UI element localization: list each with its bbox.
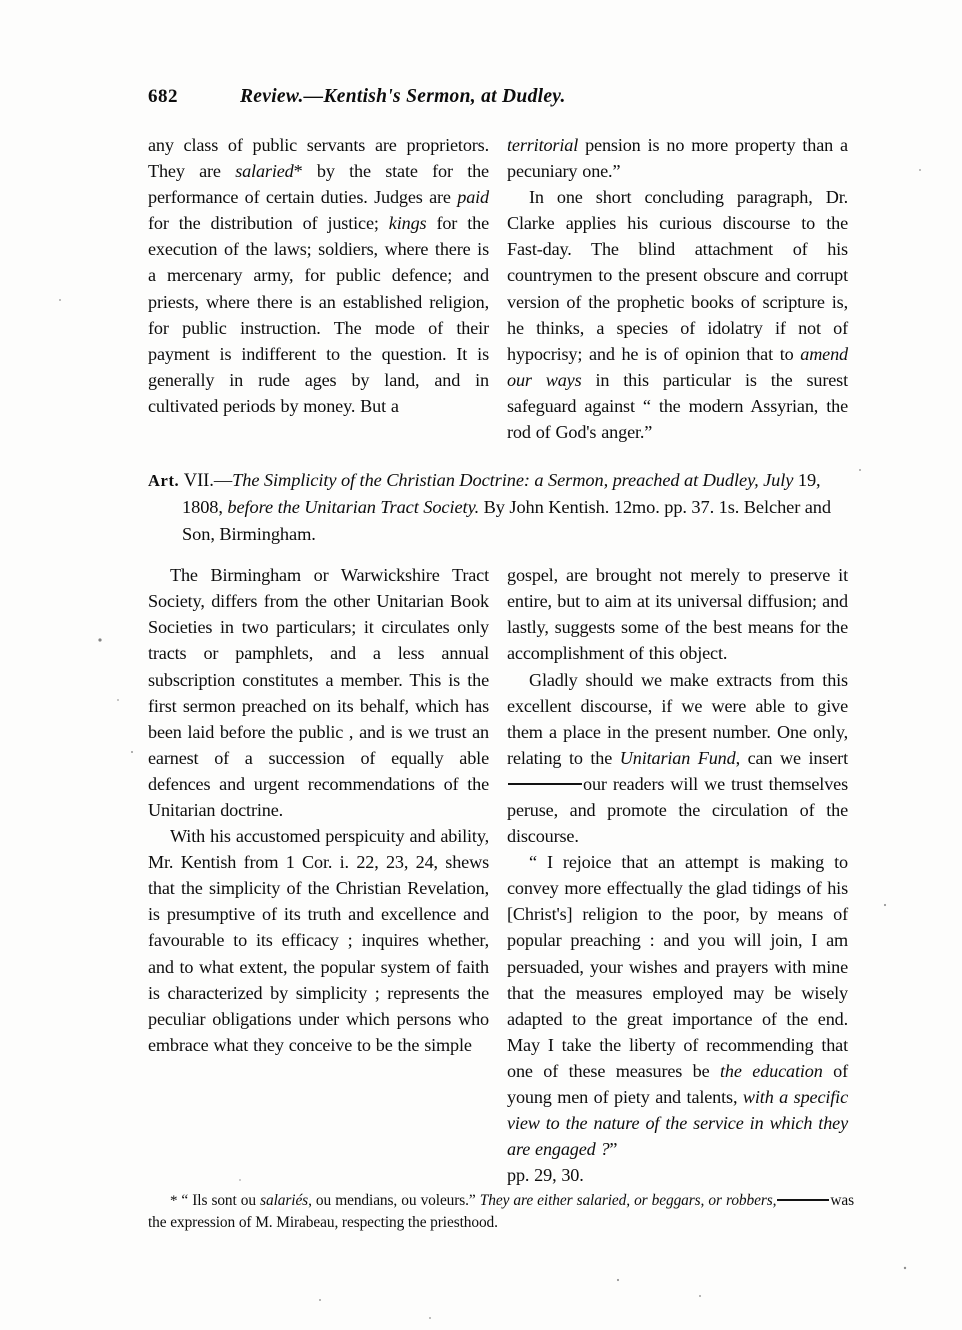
paragraph-perspicuity: With his accustomed perspicuity and ability, Mr. Kentish from 1 Cor. i. 22, 23, 24, shews that the simplicity of the Christian Revelation, is presumptive of its truth and excellence and favourable to its efficacy ; inquires whether, and to what extent, the popular system of faith is characterized by simplicity ; represents the peculiar obligations under which persons who embrace what they conceive to be the simple — [148, 826, 489, 1055]
article-price: 1s. — [718, 497, 740, 518]
footnote-text-french: “ Ils sont ou salariés, ou mendians, ou voleurs.” — [181, 1192, 476, 1209]
column-right-top — [507, 132, 848, 445]
continued-article-columns — [148, 132, 848, 445]
footnote-marker: * — [170, 1193, 178, 1209]
article-author: By John Kentish. — [483, 497, 610, 518]
page-content — [148, 86, 848, 1188]
article-dash: — — [213, 470, 233, 491]
article-date-day: 19, — [797, 470, 821, 491]
paragraph-tract-society: The Birmingham or Warwickshire Tract Society, differs from the other Unitarian Book Societies in two particulars; it circulates only tracts or pamphlets, and a less annual subscription constitutes a member. This is the first sermon preached on its behalf, which has been laid before the public , and is we trust an earnest of a succession of equally able defences and urgent recommendations of the Unitarian doctrine. — [148, 565, 489, 820]
article-title: The Simplicity of the Christian Doctrine: a Sermon, preached at Dudley, July — [232, 470, 794, 491]
article-number: VII. — [183, 470, 214, 492]
page-folio: 682 — [148, 86, 178, 107]
column-left-review — [148, 562, 489, 1188]
article-publisher: Belcher and Son, Birmingham. — [182, 497, 832, 545]
article-format: 12mo. — [613, 497, 660, 518]
paragraph-extracts — [507, 667, 848, 850]
footnote-text-translation: They are either salaried, or beggars, or robbers, — [479, 1192, 777, 1209]
extract-page-reference: pp. 29, 30. — [507, 1165, 584, 1186]
paragraph-territorial-pension: territorial pension is no more property than a pecuniary one.” — [507, 135, 848, 182]
review-columns — [148, 562, 848, 1188]
paragraph-continued-left: any class of public servants are proprietors. They are salaried* by the state for the performance of certain duties. Judges are paid for the distribution of justice; kings for the execution of the laws; soldiers, where there is a mercenary army, for public defence; and priests, where there is an established religion, for public instruction. The mode of their payment is indifferent to the question. It is generally in rude ages by land, and in cultivated periods by money. But a — [148, 135, 489, 416]
long-dash-rule — [508, 783, 582, 785]
article-title-cont: before the Unitarian Tract Society. — [227, 497, 480, 518]
column-left-top — [148, 132, 489, 445]
quoted-extract: “ I rejoice that an attempt is making to convey more effectually the glad tidings of his [Christ's] religion to the poor, by means of popular preaching : and you will join, I am persuaded, your wishes and prayers with mine that the measures employed may be wisely adapted to the great importance of the end. May I take the liberty of recommending that one of these measures be the education of young men of piety and talents, with a specific view to the nature of the service in which they are engaged ?” — [507, 852, 849, 1160]
running-head — [148, 86, 848, 120]
footnote — [148, 1190, 854, 1233]
column-right-review — [507, 562, 848, 1188]
footnote-dash-rule — [777, 1199, 829, 1201]
article-pages: pp. 37. — [664, 497, 715, 518]
paragraph-concluding: In one short concluding paragraph, Dr. Clarke applies his curious discourse to the Fast-day. The blind attachment of his countrymen to the present obscure and corrupt version of the prophetic books of scripture is, he thinks, a species of idolatry if not of hypocrisy; and he is of opinion that to amend our ways in this particular is the surest safeguard against “ the modern Assyrian, the rod of God's anger.” — [507, 187, 848, 443]
article-date-year: 1808, — [182, 497, 223, 518]
paragraph-extracts-a: Gladly should we make extracts from this excellent discourse, if we were able to give them a place in the present number. One only, relating to the Unitarian Fund, can we insert — [507, 669, 848, 768]
running-head-title: Review.—Kentish's Sermon, at Dudley. — [240, 86, 566, 107]
paragraph-gospel: gospel, are brought not merely to preserve it entire, but to aim at its universal diffusion; and lastly, suggests some of the best means for the accomplishment of this object. — [507, 565, 848, 664]
footnote-text-attribution: was the expression of M. Mirabeau, respecting the priesthood. — [148, 1192, 855, 1231]
article-heading — [148, 467, 848, 548]
article-label: Art. — [148, 471, 180, 491]
paragraph-extracts-b: our readers will we trust themselves peruse, and promote the circulation of the discourse. — [507, 773, 848, 847]
